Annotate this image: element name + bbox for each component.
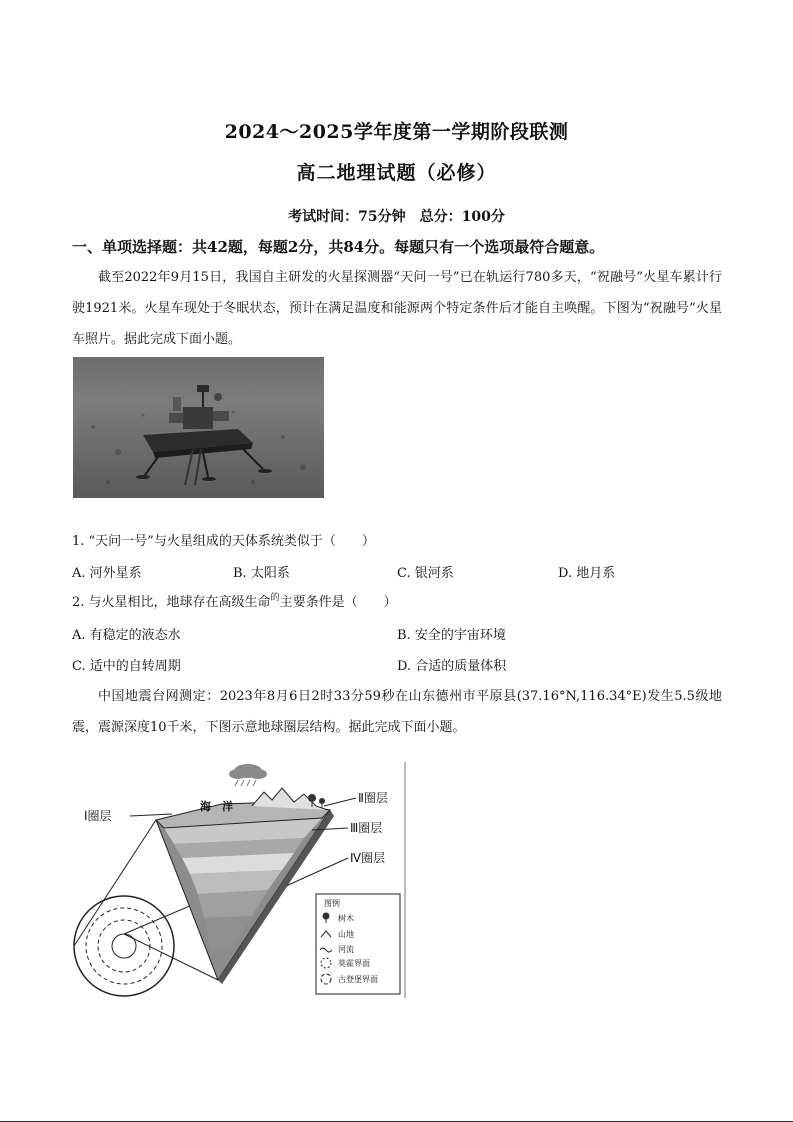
layer-1-label: Ⅰ圈层: [84, 809, 112, 823]
question-1-stem: 1. “天问一号”与火星组成的天体系统类似于（ ）: [72, 534, 375, 549]
rain-cloud-icon: [229, 764, 267, 786]
earth-layers-diagram: [72, 758, 412, 1000]
q2-option-a[interactable]: A. 有稳定的液态水: [72, 628, 181, 643]
question-2-stem: [72, 591, 397, 610]
section-heading: 一、单项选择题：共42题，每题2分，共84分。每题只有一个选项最符合题意。: [72, 238, 605, 256]
passage-2: 中国地震台网测定：2023年8月6日2时33分59秒在山东德州市平原县(37.16°N,116.34°E)发生5.5级地震，震源深度10千米，下图示意地球圈层结构。据此完成下面小题。: [72, 689, 722, 735]
q2-option-b[interactable]: B. 安全的宇宙环境: [397, 628, 506, 643]
layer-2-label: Ⅱ圈层: [358, 791, 388, 805]
q2-stem-after: 主要条件是（ ）: [279, 595, 397, 610]
q2-stem-before: 2. 与火星相比，地球存在高级生命: [72, 595, 271, 610]
globe-circles: [74, 896, 174, 996]
q1-option-c[interactable]: C. 银河系: [397, 566, 454, 581]
q1-option-d[interactable]: D. 地月系: [558, 566, 616, 581]
exam-info: 考试时间：75分钟 总分：100分: [288, 209, 505, 225]
q2-stem-sup: 的: [270, 593, 280, 603]
legend-title: 图例: [324, 899, 340, 908]
ocean-label: 海 洋: [200, 800, 233, 813]
diagram-legend: [316, 894, 400, 994]
layer-4-label: Ⅳ圈层: [350, 851, 386, 865]
q1-option-b[interactable]: B. 太阳系: [233, 566, 290, 581]
rover-photo: [73, 357, 324, 498]
q1-option-a[interactable]: A. 河外星系: [72, 566, 142, 581]
q2-option-c[interactable]: C. 适中的自转周期: [72, 659, 181, 674]
legend-item-mountain: 山地: [338, 930, 354, 939]
exam-subtitle: 高二地理试题（必修）: [296, 162, 497, 184]
legend-item-gutenberg: 古登堡界面: [338, 975, 378, 984]
passage-1: 截至2022年9月15日，我国自主研发的火星探测器“天问一号”已在轨运行780多天，“祝融号”火星车累计行驶1921米。火星车现处于冬眠状态，预计在满足温度和能源两个特定条件后才能自主唤醒。下图为“祝融号”火星车照片。据此完成下面小题。: [72, 270, 722, 347]
exam-title: 2024～2025学年度第一学期阶段联测: [224, 121, 569, 143]
earth-wedge: [156, 788, 334, 984]
legend-item-moho: 莫霍界面: [338, 959, 370, 968]
layer-3-label: Ⅲ圈层: [350, 821, 383, 835]
legend-item-river: 河流: [338, 945, 354, 954]
legend-item-tree: 树木: [338, 914, 354, 923]
q2-option-d[interactable]: D. 合适的质量体积: [397, 659, 507, 674]
